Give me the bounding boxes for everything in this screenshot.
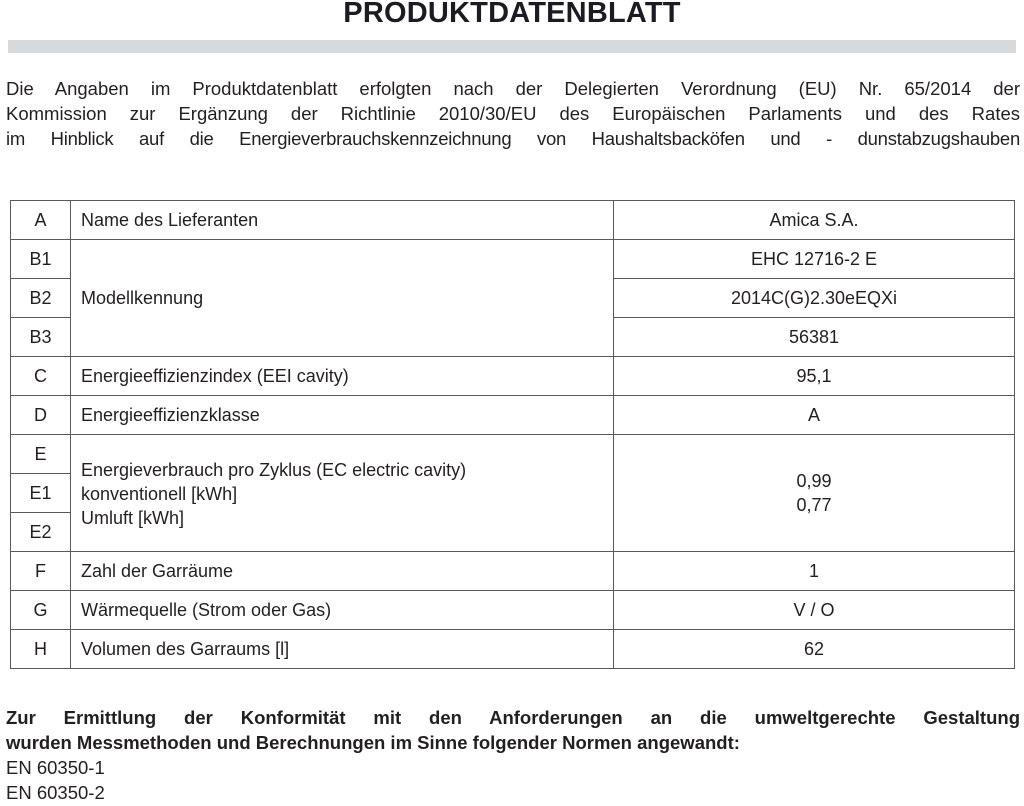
footer-standard-2: EN 60350-2 — [6, 782, 105, 803]
row-value-a: Amica S.A. — [614, 201, 1015, 240]
row-code-e2: E2 — [11, 513, 71, 552]
row-code-b1: B1 — [11, 240, 71, 279]
table-row — [11, 201, 1015, 240]
intro-line-2: Kommission zur Ergänzung der Richtlinie 2010/30/EU des Europäischen Parlaments und des Rates — [6, 103, 1020, 124]
row-desc-e1: konventionell [kWh] — [81, 484, 238, 504]
product-specification-table — [10, 200, 1015, 669]
table-row — [11, 552, 1015, 591]
row-code-a: A — [11, 201, 71, 240]
row-value-b2: 2014C(G)2.30eEQXi — [614, 279, 1015, 318]
row-desc-e2: Umluft [kWh] — [81, 508, 185, 528]
footer-line-1: Zur Ermittlung der Konformität mit den Anforderungen an die umweltgerechte Gestaltung — [6, 707, 1020, 728]
row-value-b1: EHC 12716-2 E — [614, 240, 1015, 279]
row-code-b2: B2 — [11, 279, 71, 318]
row-value-e2: 0,77 — [796, 495, 832, 515]
title-divider-bar — [8, 40, 1016, 53]
row-code-g: G — [11, 591, 71, 630]
row-desc-modellkennung: Modellkennung — [71, 240, 614, 357]
row-value-g: V / O — [614, 591, 1015, 630]
row-desc-f: Zahl der Garräume — [71, 552, 614, 591]
row-value-d: A — [614, 396, 1015, 435]
row-code-h: H — [11, 630, 71, 669]
page-title: PRODUKTDATENBLATT — [343, 0, 681, 29]
row-code-e1: E1 — [11, 474, 71, 513]
table-row — [11, 435, 1015, 474]
row-desc-d: Energieeffizienzklasse — [71, 396, 614, 435]
row-desc-g: Wärmequelle (Strom oder Gas) — [71, 591, 614, 630]
row-value-f: 1 — [614, 552, 1015, 591]
table-row — [11, 591, 1015, 630]
footer-note — [6, 705, 1020, 805]
table-row — [11, 630, 1015, 669]
intro-line-1: Die Angaben im Produktdatenblatt erfolgten nach der Delegierten Verordnung (EU) Nr. 65/2014 der — [6, 78, 1020, 99]
row-desc-c: Energieeffizienzindex (EEI cavity) — [71, 357, 614, 396]
row-value-h: 62 — [614, 630, 1015, 669]
footer-line-2: wurden Messmethoden und Berechnungen im Sinne folgender Normen angewandt: — [6, 732, 740, 753]
row-value-c: 95,1 — [614, 357, 1015, 396]
table-row — [11, 240, 1015, 279]
row-code-d: D — [11, 396, 71, 435]
row-desc-h: Volumen des Garraums [l] — [71, 630, 614, 669]
row-value-e1: 0,99 — [796, 471, 832, 491]
row-code-e: E — [11, 435, 71, 474]
table-row — [11, 396, 1015, 435]
intro-paragraph — [6, 76, 1020, 151]
row-value-b3: 56381 — [614, 318, 1015, 357]
footer-standard-1: EN 60350-1 — [6, 757, 105, 778]
row-code-b3: B3 — [11, 318, 71, 357]
row-desc-e: Energieverbrauch pro Zyklus (EC electric cavity) — [81, 460, 467, 480]
row-code-f: F — [11, 552, 71, 591]
row-code-c: C — [11, 357, 71, 396]
row-desc-a: Name des Lieferanten — [71, 201, 614, 240]
intro-line-3: im Hinblick auf die Energieverbrauchskennzeichnung von Haushaltsbacköfen und - dunstabzugshauben — [6, 128, 1020, 149]
row-desc-energieverbrauch-block — [71, 435, 614, 552]
table-row — [11, 357, 1015, 396]
row-value-energieverbrauch-block — [614, 435, 1015, 552]
